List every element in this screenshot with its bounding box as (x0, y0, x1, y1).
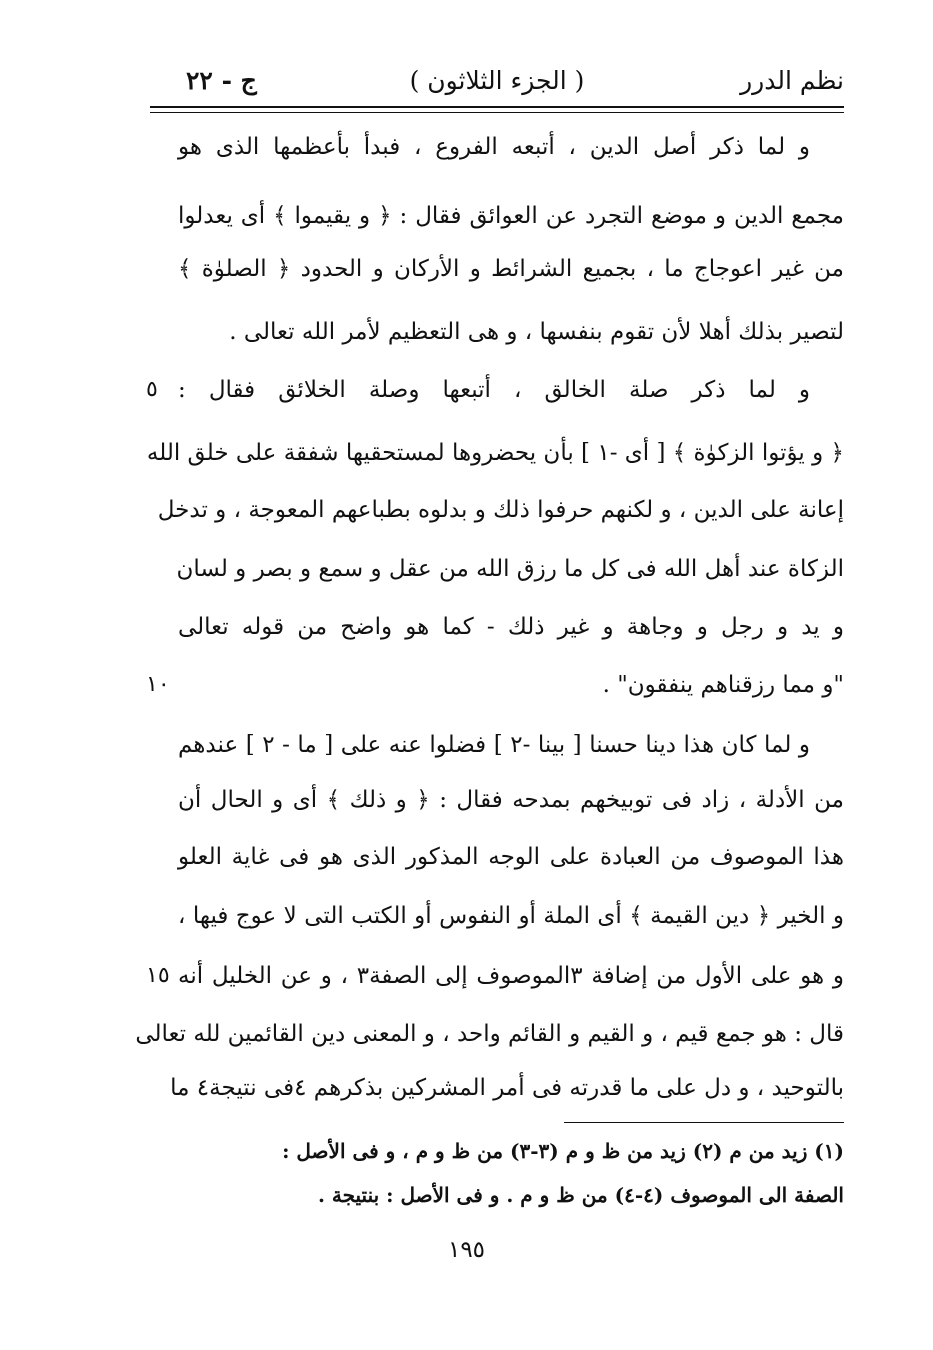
text-line-17: بالتوحيد ، و دل على ما قدرته فى أمر المشركين بذكرهم ٤فى نتيجة٤ ما (170, 1075, 844, 1101)
line-number-10: ١٠ (146, 672, 170, 697)
text-line-2: مجمع الدين و موضع التجرد عن العوائق فقال : ﴿ و يقيموا ﴾ أى يعدلوا (178, 203, 844, 229)
line-number-5: ٥ (146, 377, 158, 402)
text-line-16: قال : هو جمع قيم ، و القيم و القائم واحد ، و المعنى دين القائمين لله تعالى (135, 1021, 844, 1047)
text-line-6: ﴿ و يؤتوا الزكوٰة ﴾ [ أى -١ ] بأن يحضروها لمستحقيها شفقة على خلق الله (146, 440, 844, 466)
page-number: ١٩٥ (447, 1237, 486, 1263)
text-line-14: و الخير ﴿ دين القيمة ﴾ أى الملة أو النفوس أو الكتب التى لا عوج فيها ، (178, 903, 844, 929)
header-rule-thick (150, 106, 844, 108)
footnote-line-1: (١) زيد من م (٢) زيد من ظ و م (٣-٣) من ظ و م ، و فى الأصل : (282, 1139, 844, 1163)
text-line-11: و لما كان هذا دينا حسنا [ بينا -٢ ] فضلوا عنه على [ ما - ٢ ] عندهم (178, 732, 810, 758)
text-line-12: من الأدلة ، زاد فى توبيخهم بمدحه فقال : ﴿ و ذلك ﴾ أى و الحال أن (178, 787, 844, 813)
footnote-separator (564, 1122, 844, 1123)
text-line-5: و لما ذكر صلة الخالق ، أتبعها وصلة الخلائق فقال : (178, 377, 810, 403)
text-line-3: من غير اعوجاج ما ، بجميع الشرائط و الأركان و الحدود ﴿ الصلوٰة ﴾ (178, 256, 844, 282)
line-number-15: ١٥ (146, 963, 170, 988)
book-title: نظم الدرر (740, 66, 844, 95)
running-header (150, 58, 844, 104)
text-line-13: هذا الموصوف من العبادة على الوجه المذكور الذى هو فى غاية العلو (178, 844, 844, 870)
header-rule-thin (150, 112, 844, 113)
text-line-7: إعانة على الدين ، و لكنهم حرفوا ذلك و بدلوه بطباعهم المعوجة ، و تدخل (157, 497, 844, 523)
text-line-8: الزكاة عند أهل الله فى كل ما رزق الله من عقل و سمع و بصر و لسان (176, 556, 844, 582)
text-line-4: لتصير بذلك أهلا لأن تقوم بنفسها ، و هى التعظيم لأمر الله تعالى . (229, 319, 844, 345)
text-line-15: و هو على الأول من إضافة ٣الموصوف إلى الصفة٣ ، و عن الخليل أنه (178, 963, 844, 989)
volume-label: ج - ٢٢ (186, 66, 257, 95)
footnote-line-2: الصفة الى الموصوف (٤-٤) من ظ و م . و فى الأصل : بنتيجة . (317, 1183, 844, 1207)
text-line-10: "و مما رزقناهم ينفقون" . (602, 672, 844, 698)
text-line-1: و لما ذكر أصل الدين ، أتبعه الفروع ، فبدأ بأعظمها الذى هو (178, 134, 810, 160)
part-label: ( الجزء الثلاثون ) (409, 66, 585, 95)
text-line-9: و يد و رجل و وجاهة و غير ذلك - كما هو واضح من قوله تعالى (178, 614, 844, 640)
